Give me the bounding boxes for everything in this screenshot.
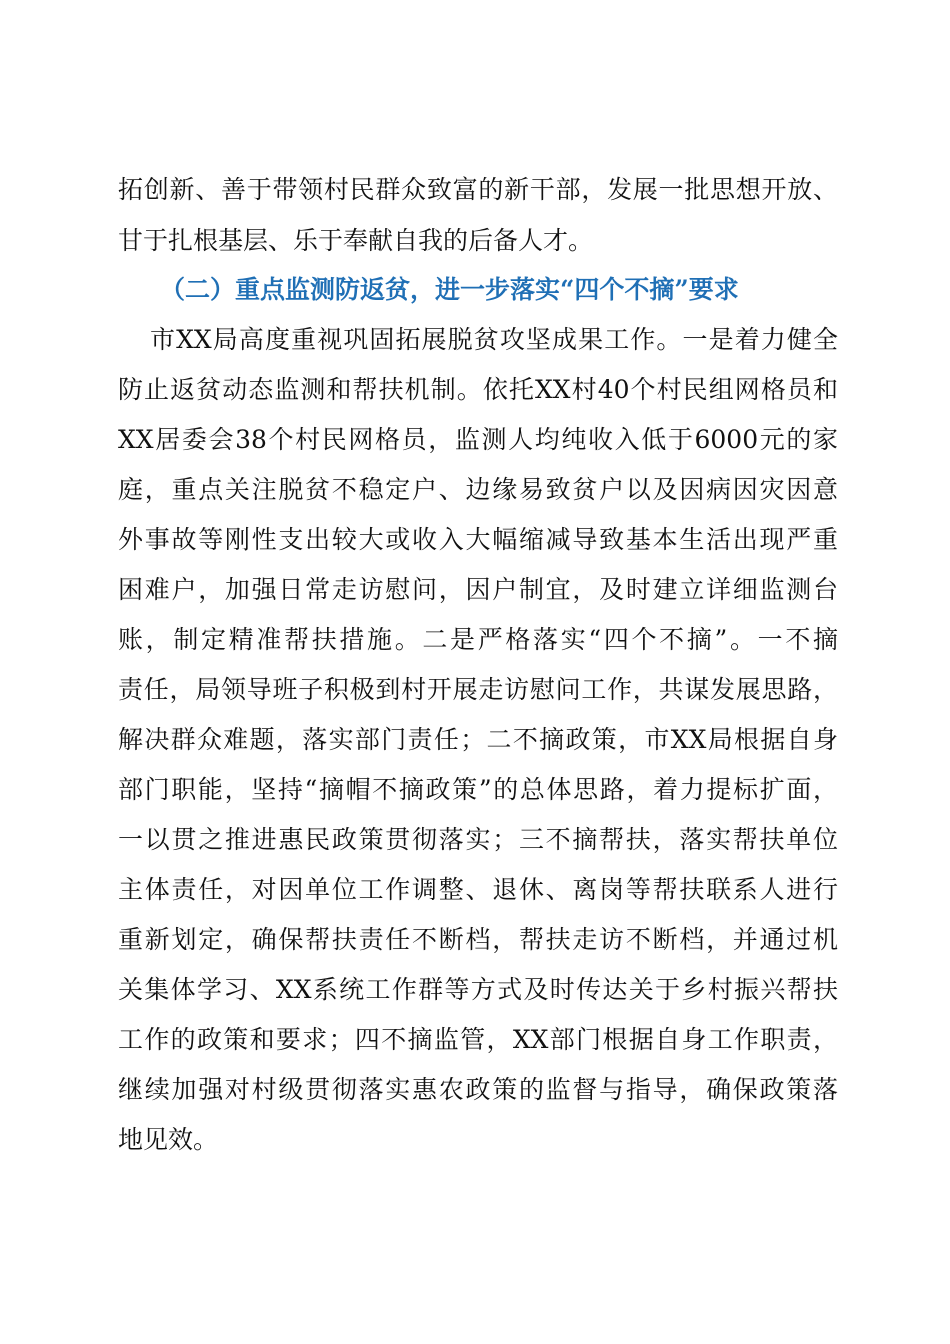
body-line-13: 重新划定，确保帮扶责任不断档，帮扶走访不断档，并通过机 [118,925,838,954]
body-line-16: 继续加强对村级贯彻落实惠农政策的监督与指导，确保政策落 [118,1075,838,1104]
body-line-3: XX居委会38个村民网格员，监测人均纯收入低于6000元的家 [118,425,838,454]
body-line-11: 一以贯之推进惠民政策贯彻落实；三不摘帮扶，落实帮扶单位 [118,825,838,854]
body-line-8: 责任，局领导班子积极到村开展走访慰问工作，共谋发展思路， [118,675,838,704]
body-line-7: 账，制定精准帮扶措施。二是严格落实“四个不摘”。一不摘 [118,625,838,654]
body-line-4: 庭，重点关注脱贫不稳定户、边缘易致贫户以及因病因灾因意 [118,475,838,504]
body-line-6: 困难户，加强日常走访慰问，因户制宜，及时建立详细监测台 [118,575,838,604]
body-line-12: 主体责任，对因单位工作调整、退休、离岗等帮扶联系人进行 [118,875,838,904]
body-line-17: 地见效。 [118,1125,219,1154]
body-line-5: 外事故等刚性支出较大或收入大幅缩减导致基本生活出现严重 [118,525,838,554]
body-line-14: 关集体学习、XX系统工作群等方式及时传达关于乡村振兴帮扶 [118,975,838,1004]
body-line-2: 防止返贫动态监测和帮扶机制。依托XX村40个村民组网格员和 [118,375,838,404]
intro-line-2: 甘于扎根基层、乐于奉献自我的后备人才。 [118,226,594,255]
body-line-10: 部门职能，坚持“摘帽不摘政策”的总体思路，着力提标扩面， [118,775,838,804]
body-line-1: 市XX局高度重视巩固拓展脱贫攻坚成果工作。一是着力健全 [150,325,838,354]
body-line-9: 解决群众难题，落实部门责任；二不摘政策，市XX局根据自身 [118,725,838,754]
intro-line-1: 拓创新、善于带领村民群众致富的新干部，发展一批思想开放、 [118,175,838,204]
body-line-15: 工作的政策和要求；四不摘监管，XX部门根据自身工作职责， [118,1025,838,1054]
section-heading: （二）重点监测防返贫，进一步落实“四个不摘”要求 [160,275,739,304]
